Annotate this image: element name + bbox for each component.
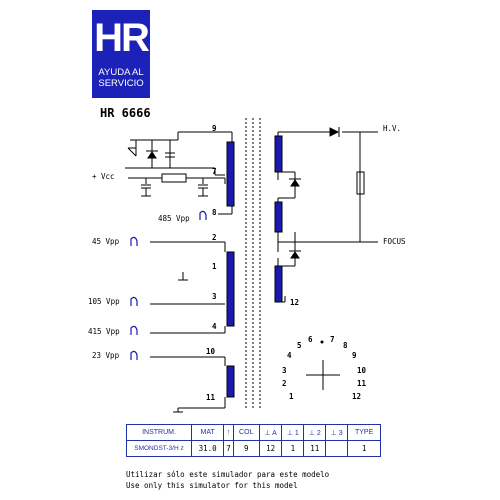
vpp-23-label: 23 Vpp [92,351,120,360]
vpp-105-label: 105 Vpp [88,297,120,306]
conn-5: 5 [297,341,302,350]
pin-1: 1 [212,262,217,271]
pin-2: 2 [212,233,217,242]
coil-hv-3 [275,266,282,302]
conn-11: 11 [357,379,367,388]
hdr-arrow: ↑ [224,425,233,441]
conn-8: 8 [343,341,348,350]
pin-7: 7 [212,167,217,176]
val-1: 1 [282,441,304,457]
pin-9: 9 [212,124,217,133]
pin-12: 12 [290,298,300,307]
pin-8: 8 [212,208,217,217]
logo-subtitle-line2: SERVICIO [98,78,144,89]
val-a: 12 [259,441,282,457]
note-english: Use only this simulator for this model [126,481,298,490]
diode-primary [148,152,156,158]
pin-11: 11 [206,393,216,402]
pin-10: 10 [206,347,216,356]
pulse-485 [200,211,206,220]
model-title: HR 6666 [100,106,151,120]
val-arrow: 7 [224,441,233,457]
logo-subtitle-line1: AYUDA AL [98,67,144,78]
conn-3: 3 [282,366,287,375]
pulse-415 [131,326,137,335]
conn-9: 9 [352,351,357,360]
val-col: 9 [233,441,259,457]
note-spanish: Utilizar sólo este simulador para este modelo [126,470,330,479]
coil-hv-2 [275,202,282,232]
spec-table [126,424,381,457]
pulse-23 [131,351,137,360]
coil-bottom [227,366,234,397]
spec-header-row [127,425,381,441]
hdr-col: COL [233,425,259,441]
hdr-mat: MAT [192,425,224,441]
focus-label: FOCUS [383,237,406,246]
conn-1: 1 [289,392,294,401]
pulse-105 [131,297,137,306]
val-type: 1 [348,441,381,457]
val-3 [326,441,348,457]
vpp-45-label: 45 Vpp [92,237,120,246]
val-instrum: SMONDST-3/H z [127,441,192,457]
hdr-2: ⊥ 2 [304,425,326,441]
hdr-1: ⊥ 1 [282,425,304,441]
conn-12: 12 [352,392,362,401]
diode-hv [330,128,338,136]
vpp-415-label: 415 Vpp [88,327,120,336]
val-mat: 31.0 [192,441,224,457]
pulse-45 [131,237,137,246]
coil-primary [227,142,234,206]
coil-mid [227,252,234,326]
coil-hv-1 [275,136,282,172]
conn-10: 10 [357,366,367,375]
hdr-type: TYPE [348,425,381,441]
hv-label: H.V. [383,124,402,133]
spec-value-row [127,441,381,457]
logo-mark: HR [94,16,148,60]
hdr-a: ⊥ A [259,425,282,441]
vcc-label: + Vcc [92,172,115,181]
conn-4: 4 [287,351,292,360]
diode-3 [291,252,299,258]
hdr-instrum: INSTRUM. [127,425,192,441]
pin-4: 4 [212,322,217,331]
conn-2: 2 [282,379,287,388]
conn-6: 6 [308,335,313,344]
vpp-485-label: 485 Vpp [158,214,190,223]
hdr-3: ⊥ 3 [326,425,348,441]
pin-3: 3 [212,292,217,301]
val-2: 11 [304,441,326,457]
conn-7: 7 [330,335,335,344]
diode-2 [291,180,299,186]
